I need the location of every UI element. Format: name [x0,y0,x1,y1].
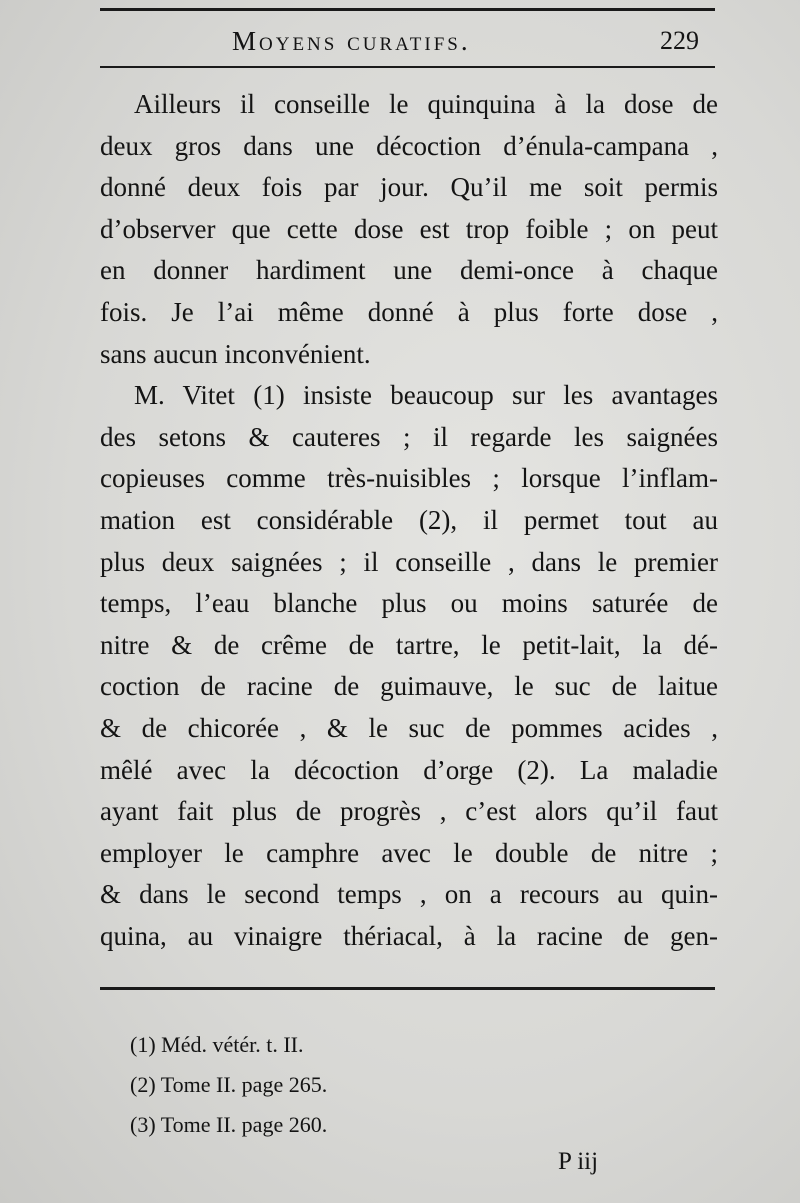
signature-mark: P iij [558,1148,599,1175]
text-line: coction de racine de guimauve, le suc de laitue [100,671,718,702]
text-line: nitre & de crême de tartre, le petit-lait, la dé- [100,629,718,660]
text-line: en donner hardiment une demi-once à chaque [100,255,718,286]
text-line: copieuses comme très-nuisibles ; lorsque l’inflam- [100,463,718,494]
header-top-rule [100,8,715,11]
running-title: Moyens curatifs. [232,26,471,56]
text-line: sans aucun inconvénient. [100,338,371,369]
body-text [100,84,718,957]
page-number: 229 [660,26,699,55]
text-line: temps, l’eau blanche plus ou moins saturée de [100,588,718,619]
text-line: des setons & cauteres ; il regarde les saignées [100,421,718,452]
text-line: d’observer que cette dose est trop foible ; on peut [100,213,718,244]
text-line: plus deux saignées ; il conseille , dans le premier [100,546,718,577]
footnotes [130,1025,327,1145]
footnote: (1) Méd. vétér. t. II. [130,1032,304,1057]
text-line: employer le camphre avec le double de nitre ; [100,837,718,868]
text-line: & dans le second temps , on a recours au quin- [100,879,718,910]
footnote: (2) Tome II. page 265. [130,1072,328,1097]
text-line: Ailleurs il conseille le quinquina à la dose de [134,89,718,119]
text-line: mêlé avec la décoction d’orge (2). La maladie [100,754,718,785]
header-bottom-rule [100,66,715,68]
text-line: mation est considérable (2), il permet tout au [100,504,718,535]
text-line: donné deux fois par jour. Qu’il me soit permis [100,172,718,203]
footnote-rule [100,987,715,990]
footnote: (3) Tome II. page 260. [130,1112,328,1137]
text-line: deux gros dans une décoction d’énula-campana , [100,130,718,161]
text-line: quina, au vinaigre thériacal, à la racine de gen- [100,920,718,951]
text-line: fois. Je l’ai même donné à plus forte dose , [100,296,718,327]
text-line: & de chicorée , & le suc de pommes acides , [100,712,718,743]
text-line: ayant fait plus de progrès , c’est alors qu’il faut [100,796,718,827]
text-line: M. Vitet (1) insiste beaucoup sur les avantages [134,380,718,411]
